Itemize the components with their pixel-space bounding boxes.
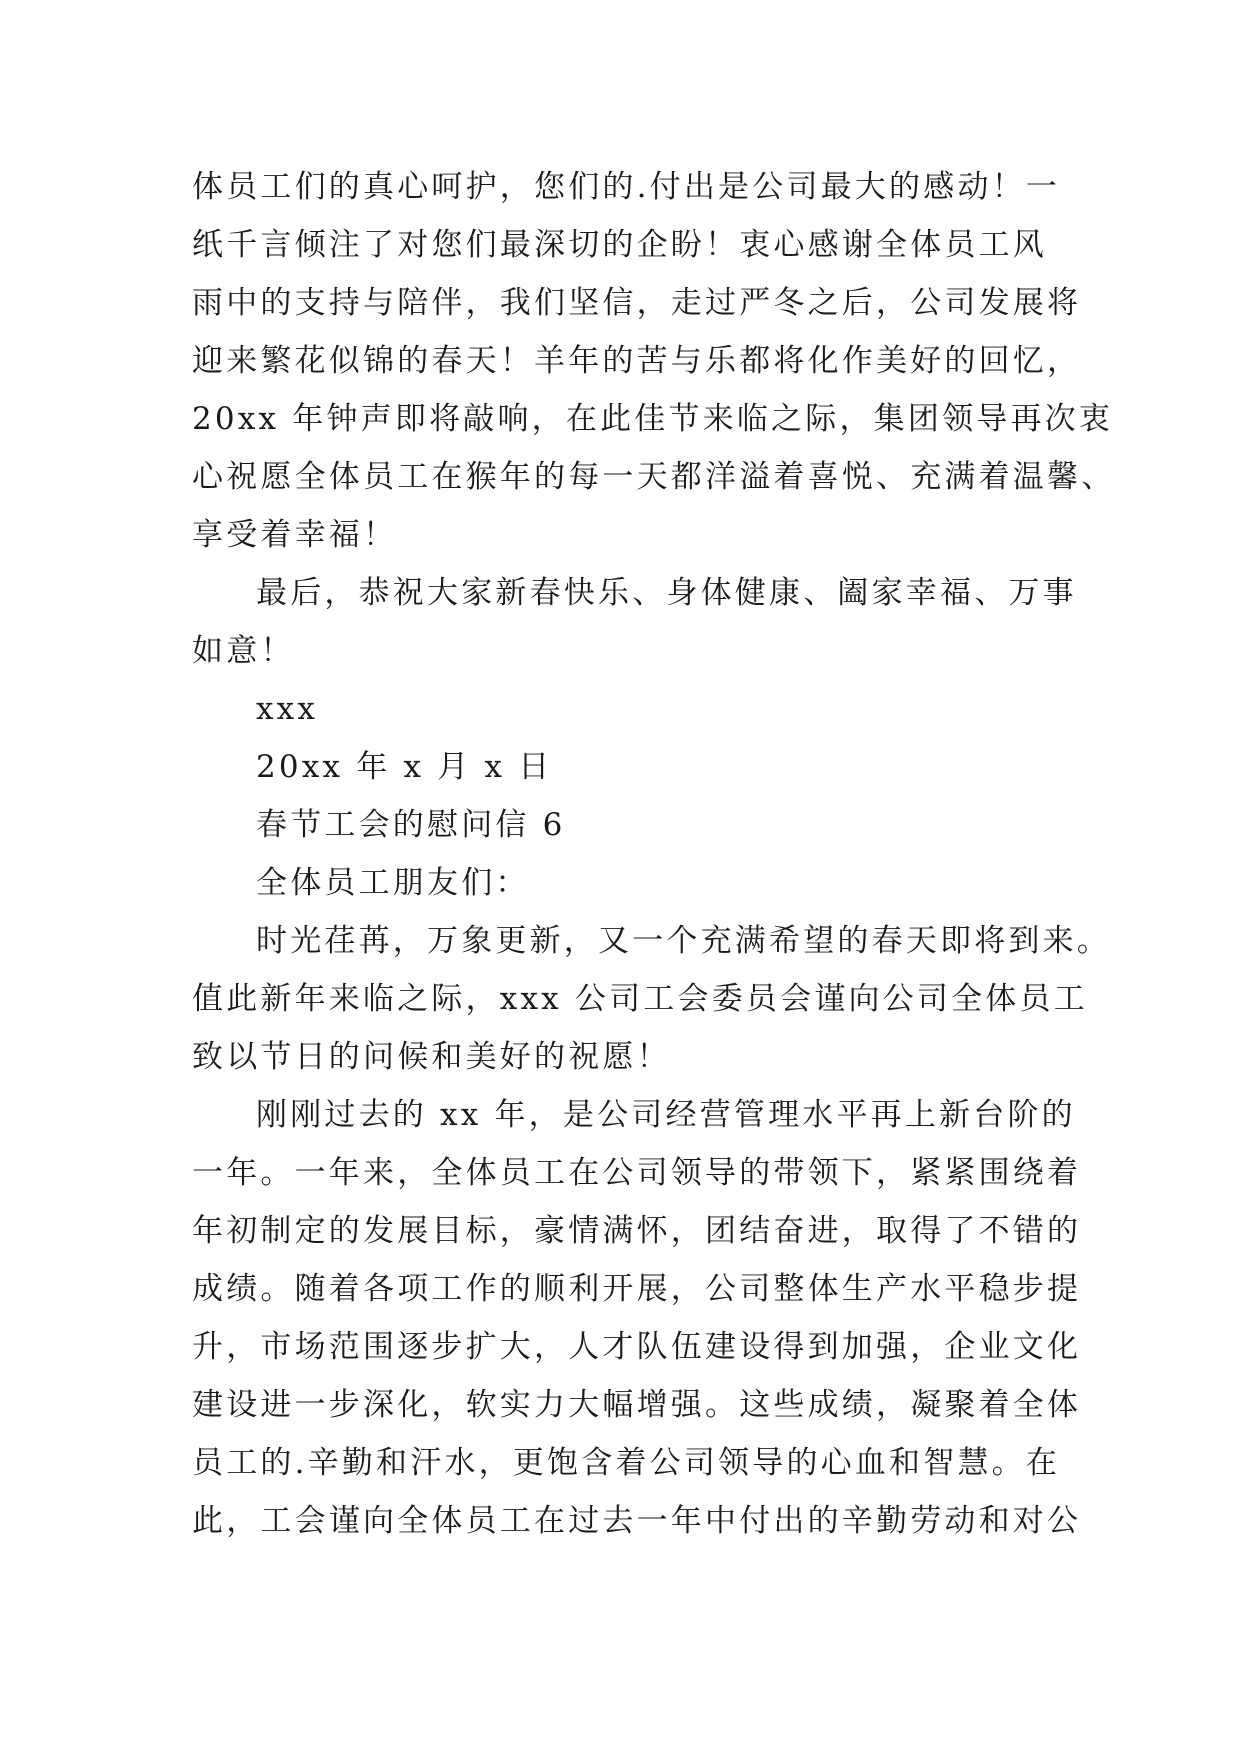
body-line: 升，市场范围逐步扩大，人才队伍建设得到加强，企业文化 xyxy=(192,1329,1082,1365)
body-line: 雨中的支持与陪伴，我们坚信，走过严冬之后，公司发展将 xyxy=(192,285,1082,321)
body-line: 20xx 年钟声即将敲响，在此佳节来临之际，集团领导再次衷 xyxy=(192,401,1114,437)
body-line: 致以节日的问候和美好的祝愿！ xyxy=(192,1039,671,1075)
salutation: 全体员工朋友们： xyxy=(256,865,530,901)
body-line: 成绩。随着各项工作的顺利开展，公司整体生产水平稳步提 xyxy=(192,1271,1082,1307)
body-line: 迎来繁花似锦的春天！羊年的苦与乐都将化作美好的回忆， xyxy=(192,343,1082,379)
body-line: 体员工们的真心呵护，您们的.付出是公司最大的感动！一 xyxy=(192,169,1061,205)
body-line: 年初制定的发展目标，豪情满怀，团结奋进，取得了不错的 xyxy=(192,1213,1082,1249)
body-line: 员工的.辛勤和汗水，更饱含着公司领导的心血和智慧。在 xyxy=(192,1445,1061,1481)
body-line: 一年。一年来，全体员工在公司领导的带领下，紧紧围绕着 xyxy=(192,1155,1082,1191)
document-body xyxy=(192,158,1116,1550)
body-line: 享受着幸福！ xyxy=(192,517,398,553)
paragraph-start-line: 时光荏苒，万象更新，又一个充满希望的春天即将到来。 xyxy=(256,923,1111,959)
closing-wishes-line: 最后，恭祝大家新春快乐、身体健康、阖家幸福、万事 xyxy=(256,575,1077,611)
section-title: 春节工会的慰问信 6 xyxy=(256,807,566,843)
body-line: 心祝愿全体员工在猴年的每一天都洋溢着喜悦、充满着温馨、 xyxy=(192,459,1116,495)
signature: xxx xyxy=(256,691,319,727)
body-line: 此，工会谨向全体员工在过去一年中付出的辛勤劳动和对公 xyxy=(192,1503,1082,1539)
body-line: 建设进一步深化，软实力大幅增强。这些成绩，凝聚着全体 xyxy=(192,1387,1082,1423)
body-line: 值此新年来临之际，xxx 公司工会委员会谨向公司全体员工 xyxy=(192,981,1088,1017)
body-line: 纸千言倾注了对您们最深切的企盼！衷心感谢全体员工风 xyxy=(192,227,1047,263)
date-line: 20xx 年 x 月 x 日 xyxy=(256,749,553,785)
paragraph-start-line: 刚刚过去的 xx 年，是公司经营管理水平再上新台阶的 xyxy=(256,1097,1076,1133)
body-line: 如意！ xyxy=(192,633,295,669)
